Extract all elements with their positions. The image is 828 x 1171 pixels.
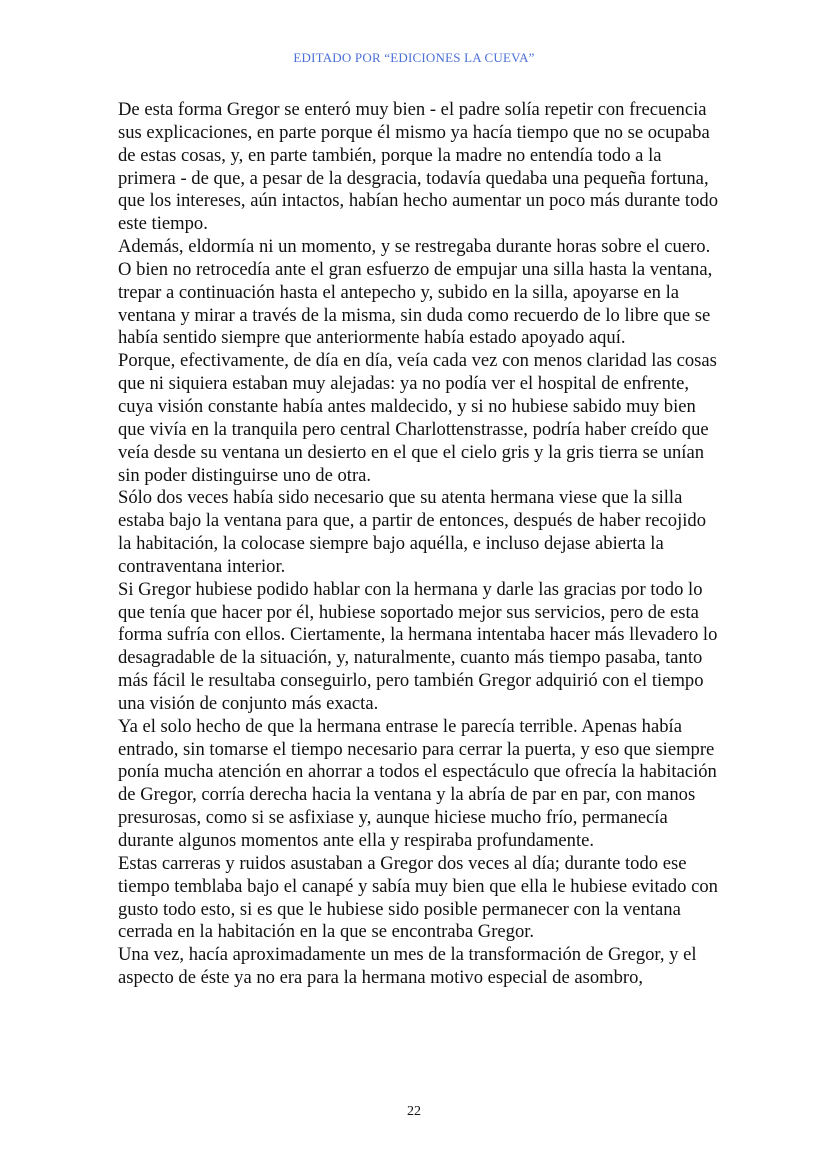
- page-number: 22: [407, 1104, 421, 1119]
- paragraph: Además, eldormía ni un momento, y se restregaba durante horas sobre el cuero.: [118, 236, 711, 258]
- paragraph: Ya el solo hecho de que la hermana entrase le parecía terrible. Apenas había entrado, sin tomarse el tiempo necesario para cerrar la puerta, y eso que siempre ponía mucha atención en ahorrar a todos el espectáculo que ofrecía la habitación de Gregor, corría derecha hacia la ventana y la abría de par en par, con manos presurosas, como si se asfixiase y, aunque hiciese mucho frío, permanecía durante algunos momentos ante ella y respiraba profundamente.: [118, 715, 717, 851]
- body-text: [118, 99, 718, 990]
- paragraph: Sólo dos veces había sido necesario que su atenta hermana viese que la silla estaba bajo la ventana para que, a partir de entonces, después de haber recojido la habitación, la colocase siempre bajo aquélla, e incluso dejase abierta la contraventana interior.: [118, 487, 707, 577]
- paragraph: De esta forma Gregor se enteró muy bien - el padre solía repetir con frecuencia sus explicaciones, en parte porque él mismo ya hacía tiempo que no se ocupaba de estas cosas, y, en parte también, porque la madre no entendía todo a la primera - de que, a pesar de la desgracia, todavía quedaba una pequeña fortuna, que los intereses, aún intactos, habían hecho aumentar un poco más durante todo este tiempo.: [118, 99, 718, 235]
- paragraph: Estas carreras y ruidos asustaban a Gregor dos veces al día; durante todo ese tiempo temblaba bajo el canapé y sabía muy bien que ella le hubiese evitado con gusto todo esto, si es que le hubiese sido posible permanecer con la ventana cerrada en la habitación en la que se encontraba Gregor.: [118, 852, 718, 943]
- paragraph: O bien no retrocedía ante el gran esfuerzo de empujar una silla hasta la ventana, trepar a continuación hasta el antepecho y, subido en la silla, apoyarse en la ventana y mirar a través de la misma, sin duda como recuerdo de lo libre que se había sentido siempre que anteriormente había estado apoyado aquí.: [118, 258, 713, 349]
- paragraph: Si Gregor hubiese podido hablar con la hermana y darle las gracias por todo lo que tenía que hacer por él, hubiese soportado mejor sus servicios, pero de esta forma sufría con ellos. Ciertamente, la hermana intentaba hacer más llevadero lo desagradable de la situación, y, naturalmente, cuanto más tiempo pasaba, tanto más fácil le resultaba conseguirlo, pero también Gregor adquirió con el tiempo una visión de conjunto más exacta.: [118, 578, 718, 714]
- paragraph: Una vez, hacía aproximadamente un mes de la transformación de Gregor, y el aspecto de éste ya no era para la hermana motivo especial de asombro,: [118, 944, 697, 989]
- running-header: EDITADO POR “EDICIONES LA CUEVA”: [293, 50, 535, 65]
- paragraph: Porque, efectivamente, de día en día, veía cada vez con menos claridad las cosas que ni siquiera estaban muy alejadas: ya no podía ver el hospital de enfrente, cuya visión constante había antes maldecido, y si no hubiese sabido muy bien que vivía en la tranquila pero central Charlottenstrasse, podría haber creído que veía desde su ventana un desierto en el que el cielo gris y la gris tierra se unían sin poder distinguirse uno de otra.: [118, 350, 717, 486]
